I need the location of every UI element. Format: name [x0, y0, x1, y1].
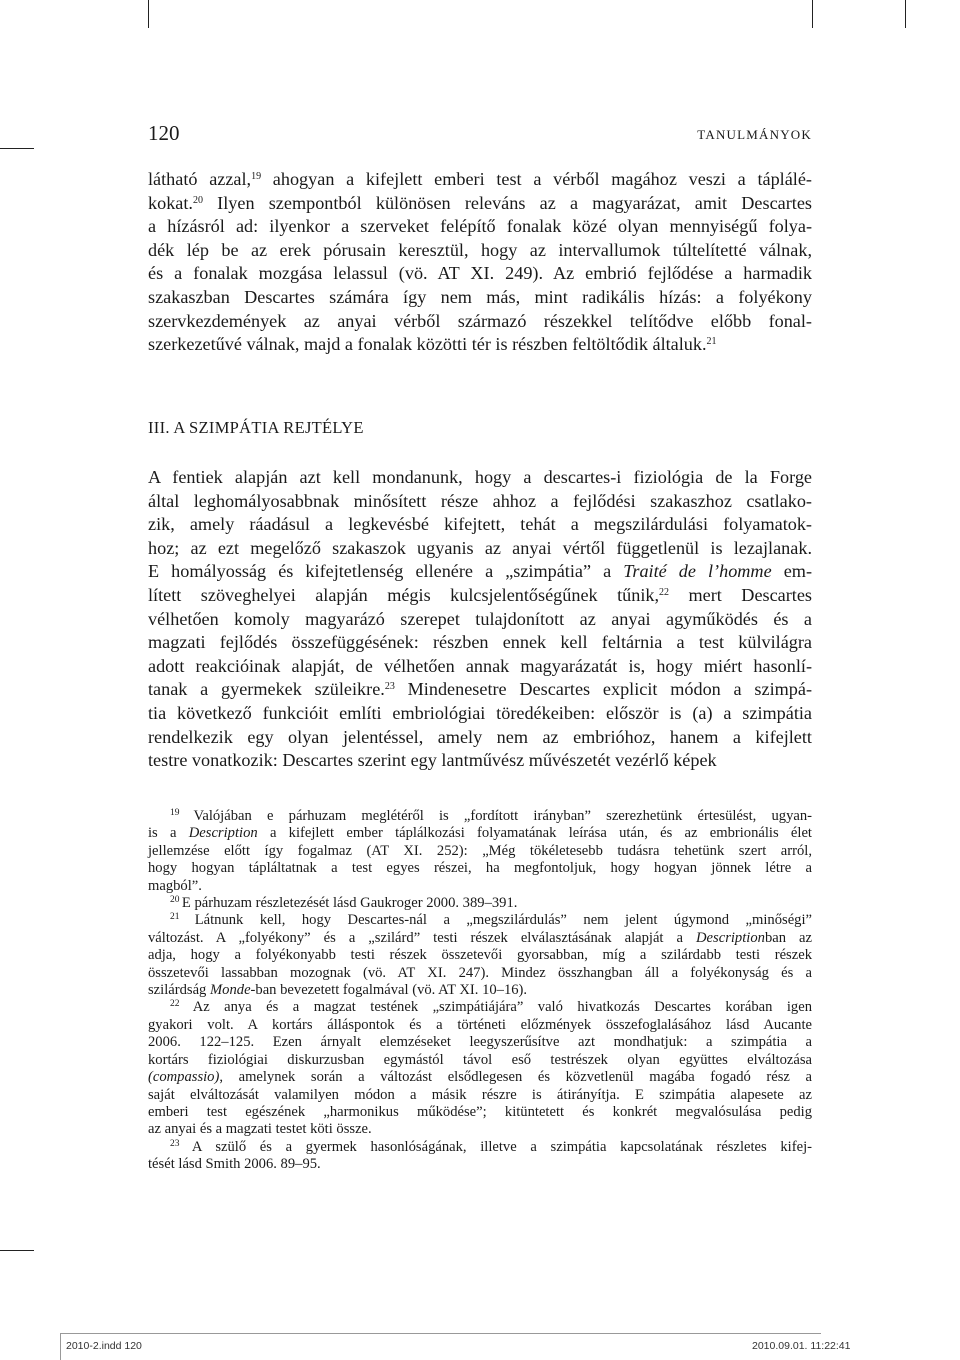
body-paragraph-1 — [148, 168, 812, 357]
text-run: gyakori volt. A kortárs álláspontok és a történeti előzmények összefoglalásához lásd Aucante — [148, 1016, 812, 1033]
text-line — [148, 215, 812, 239]
text-run: hogy hogyan tápláltatnak a test egyes részei, ha megfontoljuk, hogy hogyan jönnek létre a — [148, 860, 812, 877]
footnote-number: 22 — [170, 999, 193, 1010]
slug-timestamp: 2010.09.01. 11:22:41 — [752, 1340, 851, 1352]
text-line — [148, 560, 812, 584]
text-run: adott reakcióinak alapját, de vélhetően annak magyarázatát is, hogy miért hasonlí- — [148, 655, 812, 676]
footnote-line — [148, 965, 812, 982]
footnote-line — [148, 1121, 812, 1138]
footnote-line — [148, 1156, 812, 1173]
footnote-line — [148, 895, 812, 912]
footnote-line — [148, 843, 812, 860]
footnote-line — [148, 825, 812, 842]
footnote-ref: 23 — [384, 681, 395, 693]
text-line — [148, 239, 812, 263]
footnotes — [148, 808, 812, 1174]
footnote-line — [148, 1017, 812, 1034]
text-run: E homályosság és kifejtetlenség ellenére a „szimpátia” a — [148, 561, 624, 582]
text-run: ban az — [764, 929, 812, 946]
text-run: a kifejlett ember táplálkozási folyamatának leírása után, és az embrionális élet — [257, 825, 812, 842]
text-line — [148, 749, 812, 773]
text-run: A fentiek alapján azt kell mondanunk, hogy a descartes-i fiziológia de la Forge — [148, 467, 812, 487]
text-line — [148, 537, 812, 561]
text-run: változást. A „folyékony” és a „szilárd” testi részek elválasztásának alapját a — [148, 929, 697, 946]
text-run: adja, hogy a folyékonyabb testi részek összetevői gyorsabban, míg a szilárdabb testi részek — [148, 947, 812, 964]
italic-title: Description — [696, 929, 765, 946]
text-run: tését lásd Smith 2006. 89–95. — [148, 1156, 321, 1173]
body-paragraph-2 — [148, 466, 812, 773]
text-line — [148, 168, 812, 192]
text-line — [148, 466, 812, 490]
footnote-line — [148, 1104, 812, 1121]
text-run: látható azzal, — [148, 169, 252, 189]
text-run: Ilyen szempontból különösen releváns az a magyarázat, amit Descartes — [202, 192, 812, 213]
running-head: TANULMÁNYOK — [697, 127, 812, 142]
text-run: Az anya és a magzat testének „szimpátiájára” való hivatkozás Descartes korában igen — [192, 999, 812, 1016]
footnote-line — [148, 808, 812, 825]
text-line — [148, 310, 812, 334]
text-run: vélhetően komoly magyarázó szerepet tulajdonított az anyai agyműködés és a — [148, 608, 812, 629]
text-run: em- — [771, 561, 812, 582]
crop-mark — [148, 0, 149, 28]
footnote-line — [148, 1069, 812, 1086]
text-line — [148, 584, 812, 608]
crop-mark — [905, 0, 906, 28]
italic-title: Traité de l’homme — [623, 561, 772, 582]
slug-file: 2010-2.indd 120 — [66, 1340, 142, 1352]
footnote-line — [148, 999, 812, 1016]
footnote-line — [148, 878, 812, 895]
text-run: Látnunk kell, hogy Descartes-nál a „megszilárdulás” nem jelent úgymond „minőségi” — [194, 912, 813, 929]
text-run: zik, amely ráadásul a legkevésbé kifejtett, tehát a megszilárdulási folyamatok- — [148, 514, 812, 535]
text-run: az anyai és a magzati testet köti össze. — [148, 1121, 372, 1138]
text-run: lített szöveghelyei alapján mégis kulcsjelentőségűnek tűnik, — [148, 584, 660, 605]
text-run: dék lép be az erek pórusain keresztül, hogy az intervallumok túltelítetté válnak, — [148, 239, 812, 260]
section-title: III. A SZIMPÁTIA REJTÉLYE — [148, 418, 364, 437]
text-run: E párhuzam részletezését lásd Gaukroger 2000. 389–391. — [181, 895, 518, 912]
footnote-ref: 22 — [659, 586, 670, 598]
text-run: Valójában e párhuzam meglétéről is „fordított irányban” szerezhetünk értesülést, ugyan- — [193, 808, 813, 824]
text-run: tia következő funkcióit említi embriológiai töredékeiben: először is (a) a szimpátia — [148, 702, 812, 723]
footnote-number: 20 — [170, 895, 182, 906]
text-run: is a — [148, 825, 189, 842]
text-run: magból”. — [148, 877, 202, 894]
text-line — [148, 726, 812, 750]
footnote-ref: 19 — [251, 171, 262, 182]
text-run: szervkezdemények az anyai vérből származó részekkel telítődve előbb fonal- — [148, 310, 812, 331]
text-line — [148, 513, 812, 537]
text-run: által leghomályosabbnak minősített része ahhoz a fejlődési szakaszhoz csatlako- — [148, 490, 812, 511]
text-run: szerkezetűvé válnak, majd a fonalak közötti tér is részben feltöltődik általuk. — [148, 334, 707, 355]
text-line — [148, 490, 812, 514]
text-run: ahogyan a kifejlett emberi test a vérből magához veszi a táplálé- — [261, 169, 812, 189]
footnote-number: 19 — [170, 808, 194, 818]
page-header — [148, 121, 812, 149]
text-run: jellemzése előtt így fogalmaz (AT XI. 252): „Még tökéletesebb tudásra tehetünk szert arról, — [148, 842, 812, 859]
footnote-ref: 21 — [706, 336, 717, 348]
crop-mark — [812, 0, 813, 28]
text-run: testre vonatkozik: Descartes szerint egy lantművész művészetét vezérlő képek — [148, 750, 717, 771]
text-run: a hízásról ad: ilyenkor a szerveket felépítő fonalak közé olyan mennyiségű folya- — [148, 216, 812, 237]
text-run: rendelkezik egy olyan jelentéssel, amely nem az embrióhoz, hanem a kifejlett — [148, 726, 812, 747]
text-line — [148, 655, 812, 679]
text-line — [148, 286, 812, 310]
text-run: és a fonalak mozgása lelassul (vö. AT XI. 249). Az embrió fejlődése a harmadik — [148, 263, 812, 284]
text-run: 2006. 122–125. Ezen árnyalt elemzéseket leegyszerűsítve azt mondhatjuk: a szimpátia a — [148, 1034, 812, 1051]
text-line — [148, 702, 812, 726]
text-run: Mindenesetre Descartes explicit módon a szimpá- — [394, 679, 812, 700]
text-run: , amelynek során a változást elsődlegesen és közvetlenül magába fogadó rész a — [219, 1069, 812, 1086]
text-run: kokat. — [148, 192, 193, 213]
text-run: összetevői lassabban mozognak (vö. AT XI. 247). Mindez összhangban áll a folyékonyság és a — [148, 964, 812, 981]
footnote-line — [148, 860, 812, 877]
footnote-line — [148, 1052, 812, 1069]
text-line — [148, 333, 812, 357]
text-run: szakaszban Descartes számára így nem más, mint radikális hízás: a folyékony — [148, 286, 812, 307]
italic-title: Description — [188, 825, 258, 842]
italic-title: Monde — [210, 982, 251, 999]
page-number: 120 — [148, 121, 180, 145]
footnote-line — [148, 947, 812, 964]
footnote-line — [148, 1034, 812, 1051]
text-line — [148, 262, 812, 286]
text-run: kortárs fiziológiai diskurzusban egymástól távol eső testrészek olyan együttes elváltozása — [148, 1051, 812, 1068]
text-run: A szülő és a gyermek hasonlóságának, illetve a szimpátia kapcsolatának részletes kifej- — [191, 1138, 812, 1155]
footnote-line — [148, 930, 812, 947]
text-run: magzati fejlődés összefüggésének: részben ennek kell feltárnia a test külvilágra — [148, 632, 812, 653]
footnote-line — [148, 1087, 812, 1104]
text-line — [148, 678, 812, 702]
text-run: hoz; az ezt megelőző szakaszok ugyanis az anyai vértől függetlenül is lezajlanak. — [148, 537, 812, 558]
text-run: saját elváltozását valamilyen módon a másik részre is átirányítja. E szimpátia alapesete az — [148, 1086, 812, 1103]
italic-title: (compassio) — [148, 1069, 220, 1086]
text-run: tanak a gyermekek szüleikre. — [148, 679, 385, 700]
footnote-number: 21 — [170, 912, 195, 923]
slug-frame — [60, 1333, 821, 1360]
footnote-line — [148, 1139, 812, 1156]
crop-mark — [0, 1250, 34, 1251]
footnote-line — [148, 912, 812, 929]
text-run: emberi test egészének „harmonikus működése”; kitüntetett és konkrét megvalósulása pedig — [148, 1103, 812, 1120]
footnote-ref: 20 — [192, 194, 203, 206]
text-line — [148, 192, 812, 216]
crop-mark — [0, 148, 34, 149]
text-run: -ban bevezetett fogalmával (vö. AT XI. 10–16). — [250, 982, 528, 999]
text-line — [148, 608, 812, 632]
footnote-number: 23 — [170, 1138, 192, 1149]
text-run: szilárdság — [148, 982, 211, 999]
footnote-line — [148, 982, 812, 999]
text-line — [148, 631, 812, 655]
text-run: mert Descartes — [669, 584, 812, 605]
